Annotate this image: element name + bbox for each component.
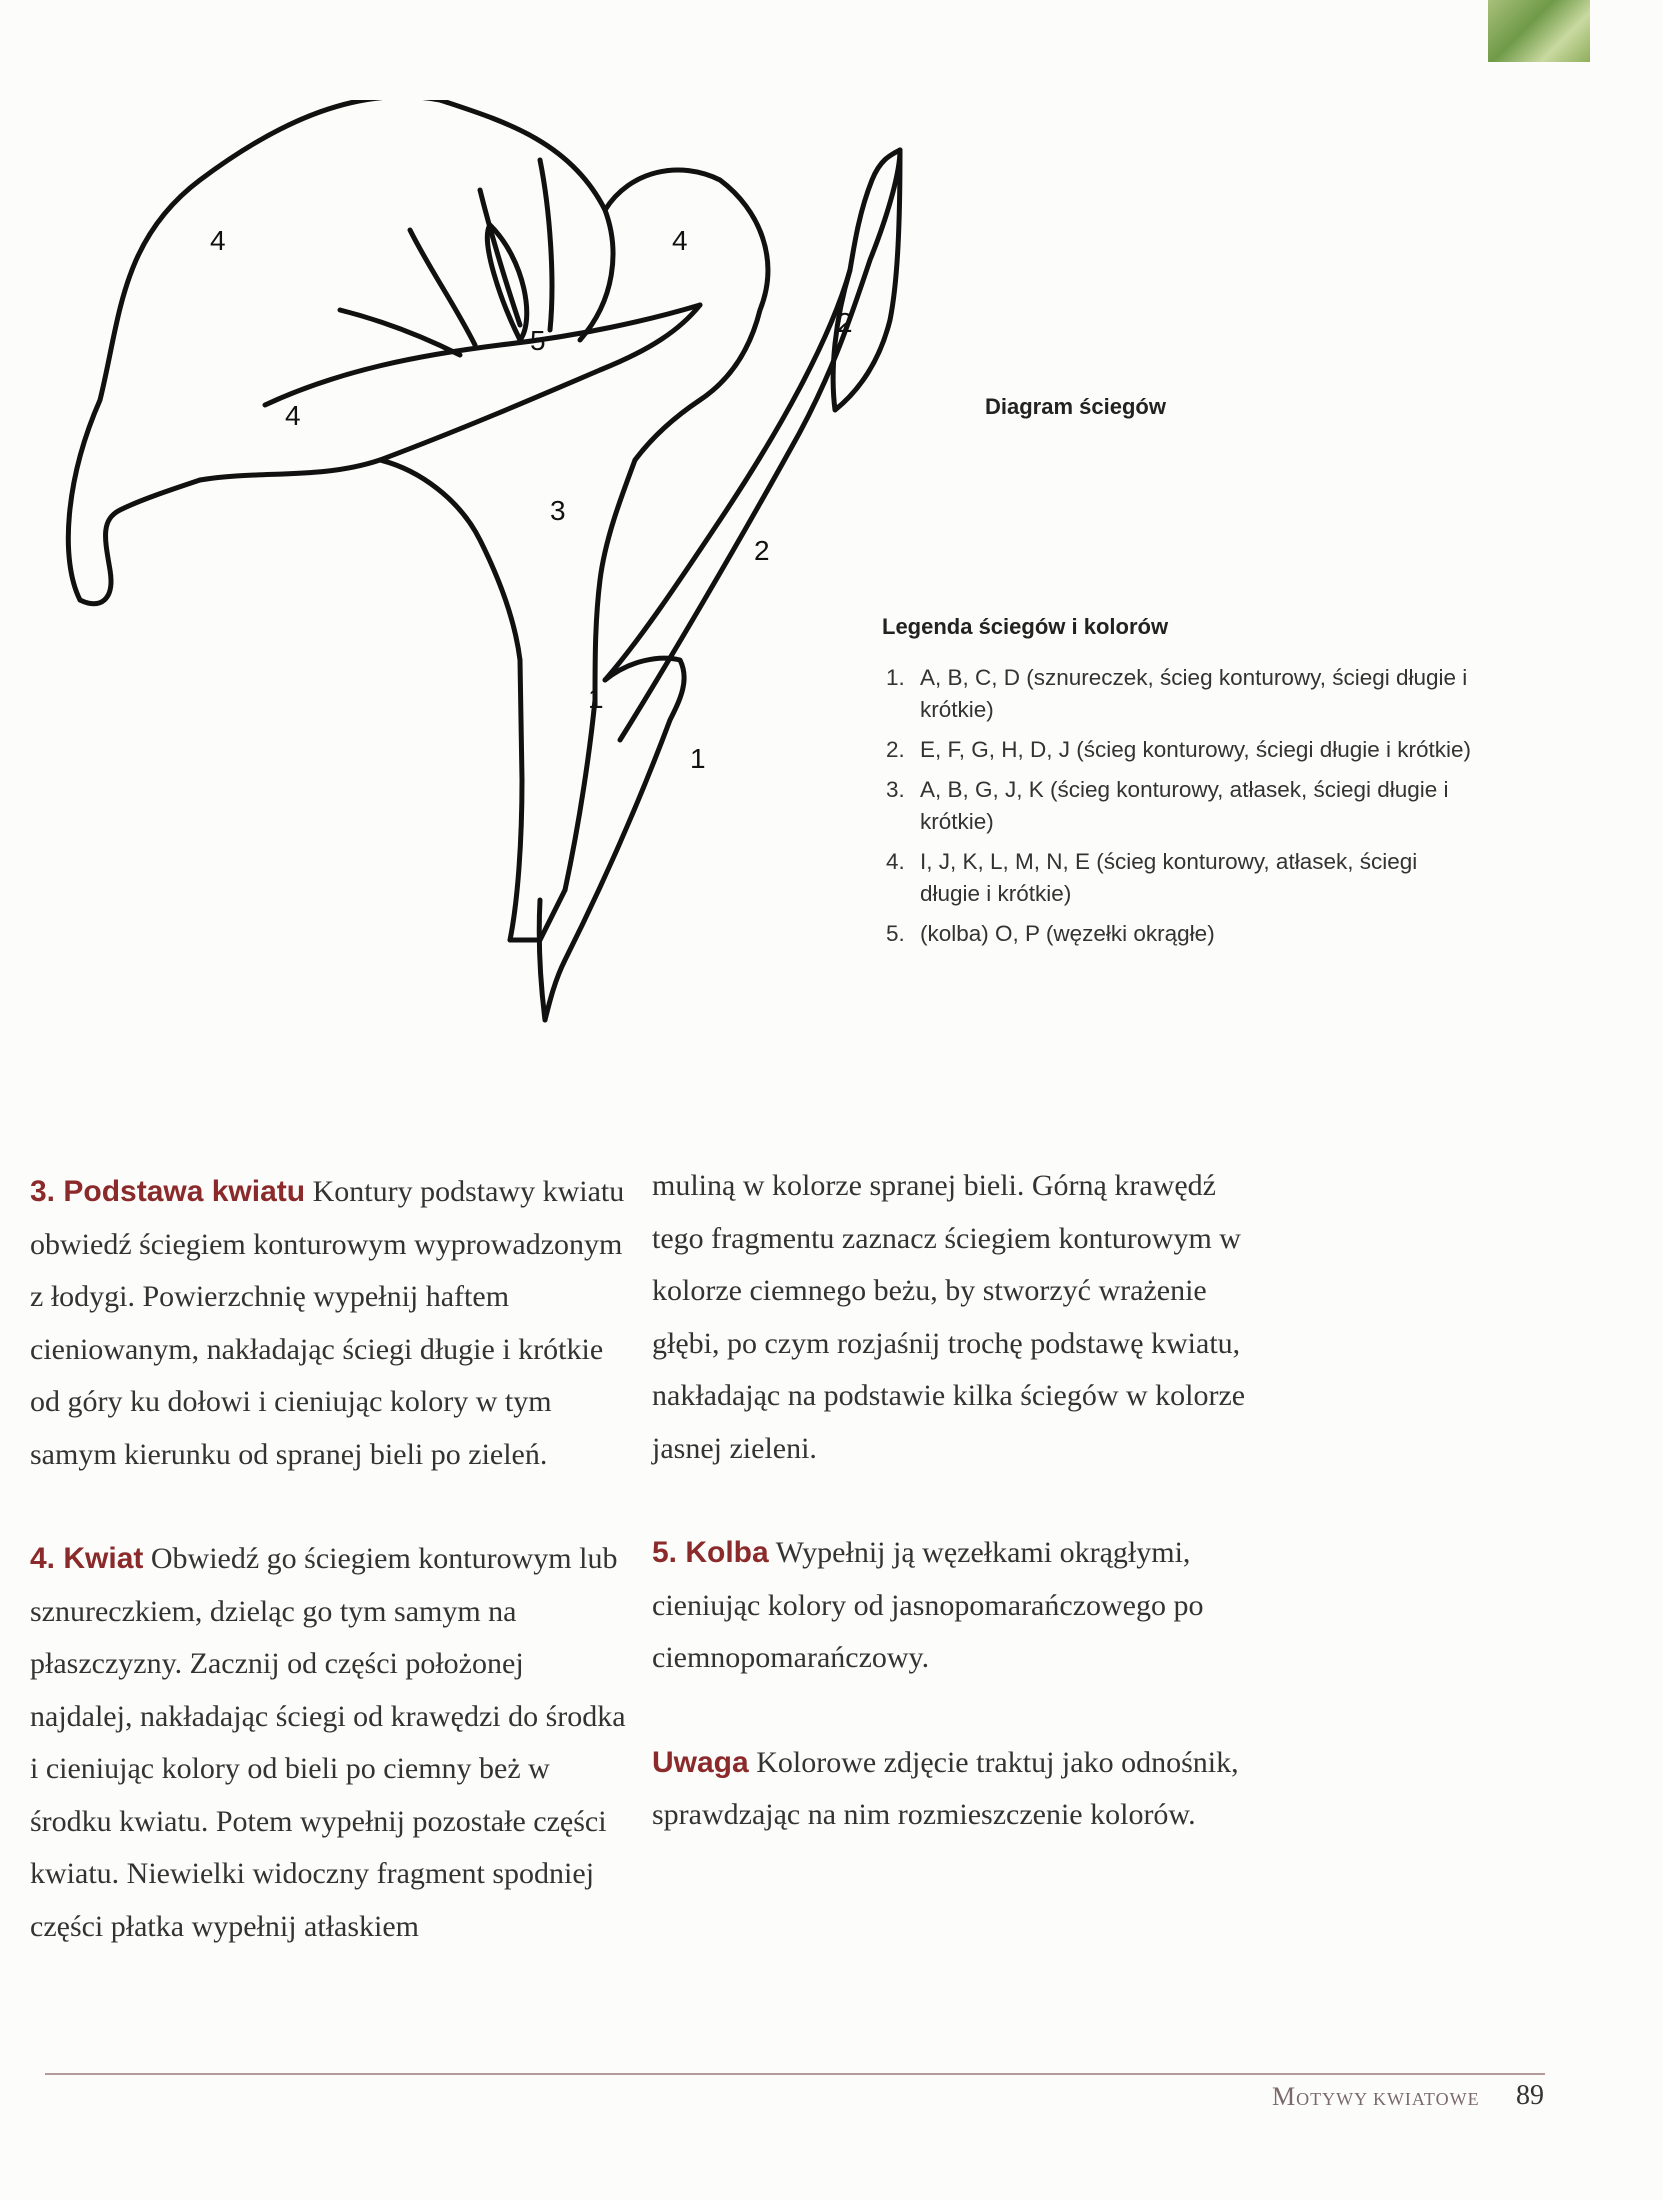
legend-item-text: (kolba) O, P (węzełki okrągłe): [920, 921, 1215, 946]
page-number: 89: [1516, 2080, 1544, 2111]
legend-item: [882, 734, 1482, 766]
region-number: 2: [837, 307, 853, 338]
section-flower: [30, 1533, 630, 1953]
legend-item-text: A, B, G, J, K (ścieg konturowy, atłasek, ściegi długie i krótkie): [920, 777, 1449, 834]
section-flower-base: [30, 1166, 630, 1481]
footer-divider: [45, 2073, 1545, 2075]
region-number: 1: [690, 743, 706, 774]
section-text: Kolorowe zdjęcie traktuj jako odnośnik, sprawdzając na nim rozmieszczenie kolorów.: [652, 1745, 1239, 1831]
legend-item-text: E, F, G, H, D, J (ścieg konturowy, ściegi długie i krótkie): [920, 737, 1472, 762]
legend-item: [882, 774, 1482, 838]
stitch-legend: [882, 614, 1482, 958]
corner-photo-thumbnail: [1488, 0, 1590, 62]
diagram-title: Diagram ściegów: [985, 394, 1166, 419]
section-heading: Uwaga: [652, 1745, 749, 1779]
legend-item: [882, 662, 1482, 726]
section-heading: 4. Kwiat: [30, 1542, 144, 1575]
section-text: muliną w kolorze spranej bieli. Górną krawędź tego fragmentu zaznacz ściegiem konturowym w kolorze ciemnego beżu, by stworzyć wrażenie głębi, po czym rozjaśnij trochę podstawę kwiatu, nakładając na podstawie kilka ściegów w kolorze jasnej zieleni.: [652, 1169, 1246, 1465]
legend-item-number: 4.: [886, 849, 905, 874]
section-heading: 5. Kolba: [652, 1536, 769, 1569]
region-number: 4: [285, 400, 301, 431]
legend-item-number: 5.: [886, 921, 905, 946]
section-heading: 3. Podstawa kwiatu: [30, 1175, 306, 1208]
region-number: 2: [754, 535, 770, 566]
legend-item-number: 3.: [886, 777, 905, 802]
running-title: [1272, 2082, 1480, 2112]
region-number: 5: [530, 325, 546, 356]
section-spadix: [652, 1527, 1252, 1685]
section-note: [652, 1737, 1252, 1842]
legend-list: [882, 662, 1482, 950]
legend-title: Legenda ściegów i kolorów: [882, 614, 1169, 639]
legend-item-text: A, B, C, D (sznureczek, ścieg konturowy, ściegi długie i krótkie): [920, 665, 1468, 722]
running-title-initial: M: [1272, 2082, 1297, 2111]
region-number: 4: [672, 225, 688, 256]
legend-item-text: I, J, K, L, M, N, E (ścieg konturowy, atłasek, ściegi długie i krótkie): [920, 849, 1418, 906]
section-text: Obwiedź go ściegiem konturowym lub sznureczkiem, dzieląc go tym samym na płaszczyzny. Zacznij od części położonej najdalej, nakładając ściegi od krawędzi do środka i cieniując kolory od bieli po ciemny beż w środku kwiatu. Potem wypełnij pozostałe części kwiatu. Niewielki widoczny fragment spodniej części płatka wypełnij atłaskiem: [30, 1542, 626, 1943]
legend-item-number: 2.: [886, 737, 905, 762]
legend-item-number: 1.: [886, 665, 905, 690]
legend-item: [882, 846, 1482, 910]
region-number: 4: [210, 225, 226, 256]
section-text: Wypełnij ją węzełkami okrągłymi, cieniując kolory od jasnopomarańczowego po ciemnopomarańczowy.: [652, 1536, 1204, 1674]
section-flower-continued: [652, 1160, 1252, 1475]
section-text: Kontury podstawy kwiatu obwiedź ściegiem konturowym wyprowadzonym z łodygi. Powierzchnię wypełnij haftem cieniowanym, nakładając ściegi długie i krótkie od góry ku dołowi i cieniując kolory w tym samym kierunku od spranej bieli po zieleń.: [30, 1175, 625, 1471]
running-title-rest: OTYWY KWIATOWE: [1296, 2089, 1480, 2109]
text-column-left: [30, 1166, 630, 1953]
region-number: 1: [588, 683, 604, 714]
text-column-right: [652, 1160, 1252, 1842]
region-number: 3: [550, 495, 566, 526]
legend-item: [882, 918, 1482, 950]
